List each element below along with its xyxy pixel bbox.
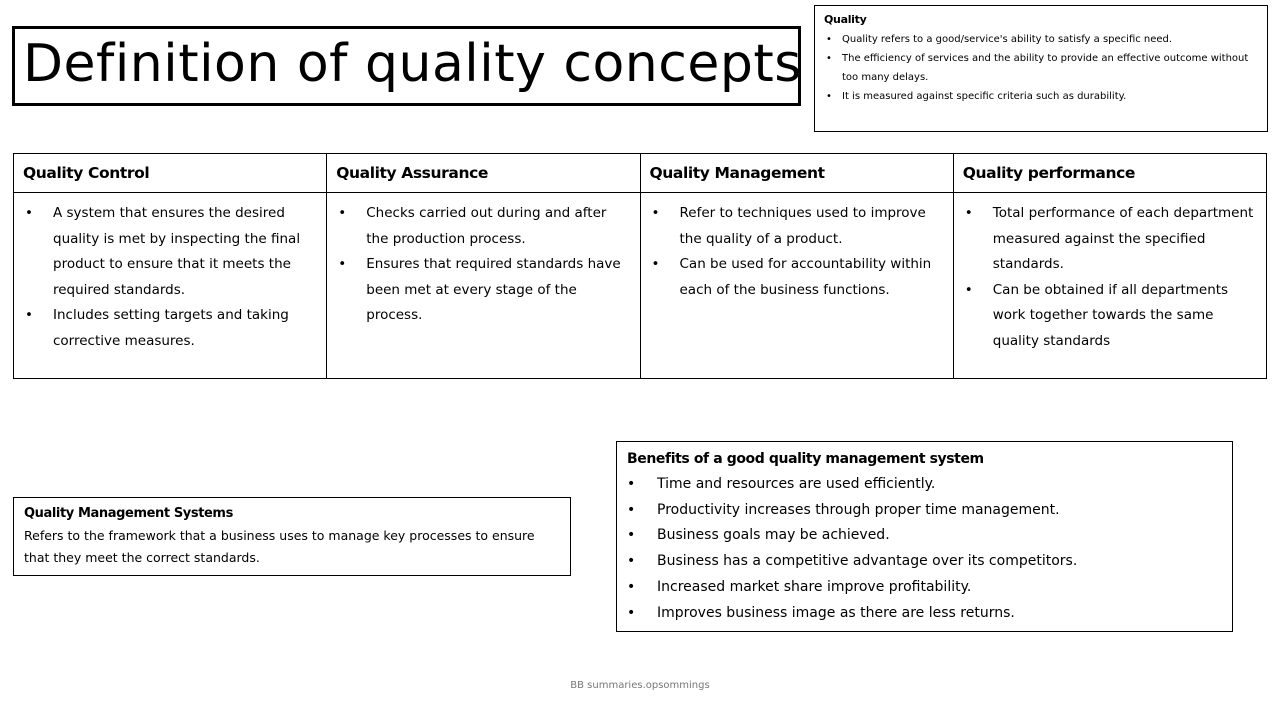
- bullet-icon: •: [826, 91, 832, 102]
- quality-bullet-list: [824, 30, 1258, 106]
- bullet-icon: •: [964, 205, 973, 221]
- column-header: Quality Control: [14, 154, 327, 193]
- table-header-row: [14, 154, 1267, 193]
- list-item-text: Can be used for accountability within each of the business functions.: [679, 256, 932, 298]
- list-item-text: Checks carried out during and after the production process.: [366, 205, 607, 247]
- table-cell-quality-assurance: [327, 193, 640, 379]
- footer-credit: BB summaries.opsommings: [570, 680, 710, 691]
- list-item-text: Business goals may be achieved.: [657, 527, 890, 544]
- bullet-icon: •: [627, 604, 636, 621]
- list-item: [627, 549, 1222, 575]
- list-item: [23, 201, 317, 303]
- bullet-icon: •: [651, 256, 660, 273]
- table-cell-quality-performance: [953, 193, 1266, 379]
- list-item-text: Time and resources are used efficiently.: [657, 476, 936, 492]
- list-item: [650, 201, 944, 252]
- list-item: [627, 472, 1222, 498]
- list-item: [627, 601, 1222, 627]
- table-cell-quality-control: [14, 193, 327, 379]
- bullet-icon: •: [651, 205, 660, 221]
- table-row: [14, 193, 1267, 379]
- list-item-text: Ensures that required standards have been met at every stage of the process.: [366, 256, 621, 324]
- list-item-text: Refer to techniques used to improve the quality of a product.: [679, 205, 926, 247]
- bullet-list: [650, 201, 944, 303]
- bullet-icon: •: [964, 281, 973, 298]
- column-header: Quality performance: [953, 154, 1266, 193]
- column-header: Quality Assurance: [327, 154, 640, 193]
- qms-text: Refers to the framework that a business uses to manage key processes to ensure that they meet the correct standards.: [24, 528, 535, 565]
- list-item-text: Includes setting targets and taking corrective measures.: [53, 307, 289, 349]
- bullet-icon: •: [627, 476, 636, 492]
- list-item-text: Improves business image as there are less returns.: [657, 604, 1015, 621]
- list-item: [824, 49, 1258, 87]
- list-item-text: A system that ensures the desired quality is met by inspecting the final product to ensure that it meets the required standards.: [53, 205, 301, 298]
- list-item-text: Productivity increases through proper time management.: [657, 501, 1060, 518]
- bullet-icon: •: [338, 205, 347, 221]
- list-item: [963, 278, 1257, 355]
- list-item: [963, 201, 1257, 278]
- table-cell-quality-management: [640, 193, 953, 379]
- list-item-text: It is measured against specific criteria such as durability.: [842, 91, 1127, 102]
- list-item: [627, 498, 1222, 524]
- qms-definition-box: [13, 497, 571, 576]
- quality-definition-box: [814, 5, 1268, 132]
- qms-heading: Quality Management Systems: [24, 506, 233, 521]
- bullet-icon: •: [826, 34, 832, 45]
- list-item-text: Business has a competitive advantage over its competitors.: [657, 553, 1078, 570]
- list-item-text: Quality refers to a good/service's ability to satisfy a specific need.: [842, 34, 1173, 45]
- benefits-box: [616, 441, 1233, 632]
- column-header: Quality Management: [640, 154, 953, 193]
- list-item: [650, 252, 944, 303]
- bullet-icon: •: [627, 501, 636, 518]
- bullet-icon: •: [826, 53, 832, 64]
- list-item-text: The efficiency of services and the ability to provide an effective outcome without too many delays.: [842, 53, 1249, 83]
- list-item: [824, 87, 1258, 106]
- bullet-icon: •: [338, 256, 347, 273]
- list-item-text: Increased market share improve profitability.: [657, 578, 972, 595]
- list-item: [336, 252, 630, 329]
- bullet-list: [23, 201, 317, 355]
- benefits-heading: Benefits of a good quality management system: [627, 451, 984, 467]
- list-item: [627, 575, 1222, 601]
- list-item: [23, 303, 317, 354]
- list-item: [627, 523, 1222, 549]
- bullet-icon: •: [627, 553, 636, 570]
- concepts-table: [13, 153, 1267, 379]
- list-item: [824, 30, 1258, 49]
- list-item-text: Can be obtained if all departments work together towards the same quality standards: [992, 281, 1229, 349]
- page-title: Definition of quality concepts: [23, 34, 802, 94]
- title-box: [12, 26, 801, 106]
- bullet-icon: •: [627, 578, 636, 595]
- bullet-icon: •: [25, 205, 33, 221]
- bullet-icon: •: [25, 307, 33, 324]
- list-item: [336, 201, 630, 252]
- bullet-icon: •: [627, 527, 636, 544]
- benefits-bullet-list: [627, 472, 1222, 626]
- bullet-list: [336, 201, 630, 329]
- quality-heading: Quality: [824, 13, 867, 26]
- bullet-list: [963, 201, 1257, 355]
- list-item-text: Total performance of each department measured against the specified standards.: [992, 205, 1254, 273]
